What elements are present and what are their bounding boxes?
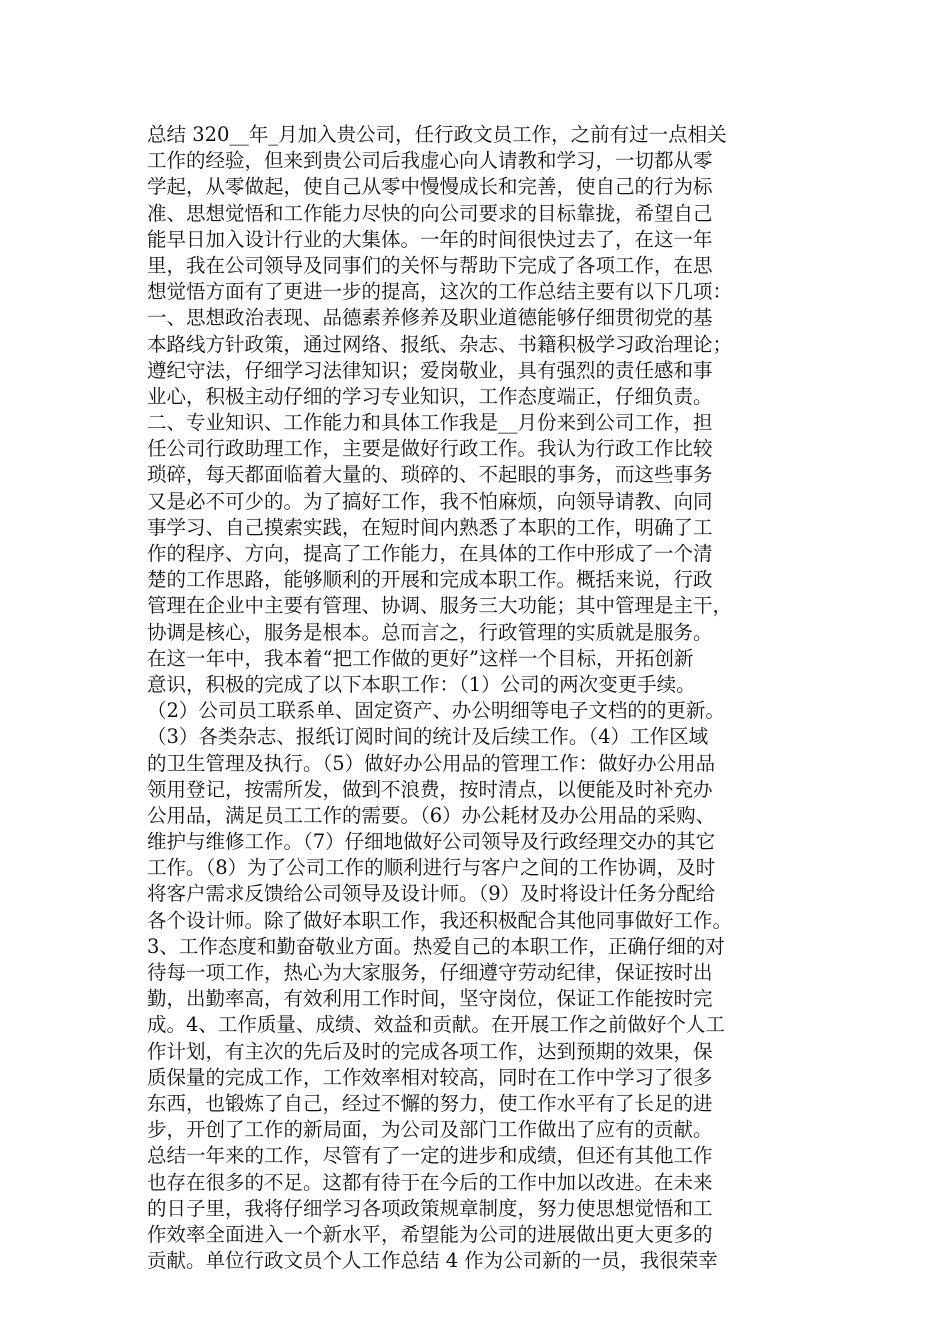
text-line: 工作。（8）为了公司工作的顺利进行与客户之间的工作协调，及时: [147, 856, 716, 880]
text-line: 能早日加入设计行业的大集体。一年的时间很快过去了，在这一年: [147, 227, 713, 251]
text-line: 任公司行政助理工作，主要是做好行政工作。我认为行政工作比较: [147, 437, 713, 461]
text-line: 各个设计师。除了做好本职工作，我还积极配合其他同事做好工作。: [147, 908, 733, 932]
text-line: 东西，也锻炼了自己，经过不懈的努力，使工作水平有了长足的进: [147, 1091, 713, 1115]
text-line: 又是必不可少的。为了搞好工作，我不怕麻烦，向领导请教、向同: [147, 489, 713, 513]
text-line: 步，开创了工作的新局面，为公司及部门工作做出了应有的贡献。: [147, 1118, 713, 1142]
text-line: （3）各类杂志、报纸订阅时间的统计及后续工作。（4）工作区域: [147, 725, 709, 749]
text-line: 二、专业知识、工作能力和具体工作我是__月份来到公司工作，担: [147, 411, 713, 435]
text-line: 维护与维修工作。（7）仔细地做好公司领导及行政经理交办的其它: [147, 830, 716, 854]
text-line: 一、思想政治表现、品德素养修养及职业道德能够仔细贯彻党的基: [147, 306, 713, 330]
text-line: 公用品，满足员工工作的需要。（6）办公耗材及办公用品的采购、: [147, 803, 716, 827]
body-text: [147, 122, 827, 1274]
text-line: 琐碎，每天都面临着大量的、琐碎的、不起眼的事务，而这些事务: [147, 463, 713, 487]
text-line: 总结 320__年_月加入贵公司，任行政文员工作，之前有过一点相关: [147, 123, 727, 146]
text-line: 勤，出勤率高，有效利用工作时间，坚守岗位，保证工作能按时完: [147, 987, 713, 1011]
text-line: 工作的经验，但来到贵公司后我虚心向人请教和学习，一切都从零: [147, 149, 713, 173]
text-line: 领用登记，按需所发，做到不浪费，按时清点，以便能及时补充办: [147, 777, 713, 801]
text-line: 想觉悟方面有了更进一步的提高，这次的工作总结主要有以下几项：: [147, 280, 733, 304]
text-line: 准、思想觉悟和工作能力尽快的向公司要求的目标靠拢，希望自己: [147, 201, 713, 225]
text-line: 楚的工作思路，能够顺利的开展和完成本职工作。概括来说，行政: [147, 568, 713, 592]
text-line: 学起，从零做起，使自己从零中慢慢成长和完善，使自己的行为标: [147, 175, 713, 199]
text-line: 作的程序、方向，提高了工作能力，在具体的工作中形成了一个清: [147, 542, 713, 565]
text-line: 意识，积极的完成了以下本职工作：（1）公司的两次变更手续。: [147, 672, 696, 696]
text-line: 成。4、工作质量、成绩、效益和贡献。在开展工作之前做好个人工: [147, 1013, 725, 1037]
text-line: 管理在企业中主要有管理、协调、服务三大功能；其中管理是主干，: [147, 594, 733, 618]
text-line: 协调是核心，服务是根本。总而言之，行政管理的实质就是服务。: [147, 620, 713, 644]
text-line: 待每一项工作，热心为大家服务，仔细遵守劳动纪律，保证按时出: [147, 961, 713, 984]
text-line: 遵纪守法，仔细学习法律知识；爱岗敬业，具有强烈的责任感和事: [147, 358, 713, 382]
text-line: （2）公司员工联系单、固定资产、办公明细等电子文档的的更新。: [147, 699, 725, 723]
text-line: 的日子里，我将仔细学习各项政策规章制度，努力使思想觉悟和工: [147, 1196, 713, 1220]
text-line: 的卫生管理及执行。（5）做好办公用品的管理工作：做好办公用品: [147, 751, 716, 775]
text-line: 3、工作态度和勤奋敬业方面。热爱自己的本职工作，正确仔细的对: [147, 934, 725, 958]
text-line: 也存在很多的不足。这都有待于在今后的工作中加以改进。在未来: [147, 1170, 713, 1194]
text-line: 作效率全面进入一个新水平，希望能为公司的进展做出更大更多的: [147, 1222, 713, 1246]
text-line: 总结一年来的工作，尽管有了一定的进步和成绩，但还有其他工作: [147, 1144, 713, 1168]
text-line: 质保量的完成工作，工作效率相对较高，同时在工作中学习了很多: [147, 1065, 713, 1089]
text-line: 里，我在公司领导及同事们的关怀与帮助下完成了各项工作，在思: [147, 253, 713, 277]
text-line: 作计划，有主次的先后及时的完成各项工作，达到预期的效果，保: [147, 1039, 713, 1063]
text-line: 本路线方针政策，通过网络、报纸、杂志、书籍积极学习政治理论；: [147, 332, 733, 356]
text-line: 将客户需求反馈给公司领导及设计师。（9）及时将设计任务分配给: [147, 882, 716, 906]
text-line: 事学习、自己摸索实践，在短时间内熟悉了本职的工作，明确了工: [147, 515, 713, 539]
text-line: 业心，积极主动仔细的学习专业知识，工作态度端正，仔细负责。: [147, 384, 713, 408]
text-line: 在这一年中，我本着“把工作做的更好”这样一个目标，开拓创新: [147, 646, 694, 670]
text-line: 贡献。单位行政文员个人工作总结 4 作为公司新的一员，我很荣幸: [147, 1249, 718, 1273]
